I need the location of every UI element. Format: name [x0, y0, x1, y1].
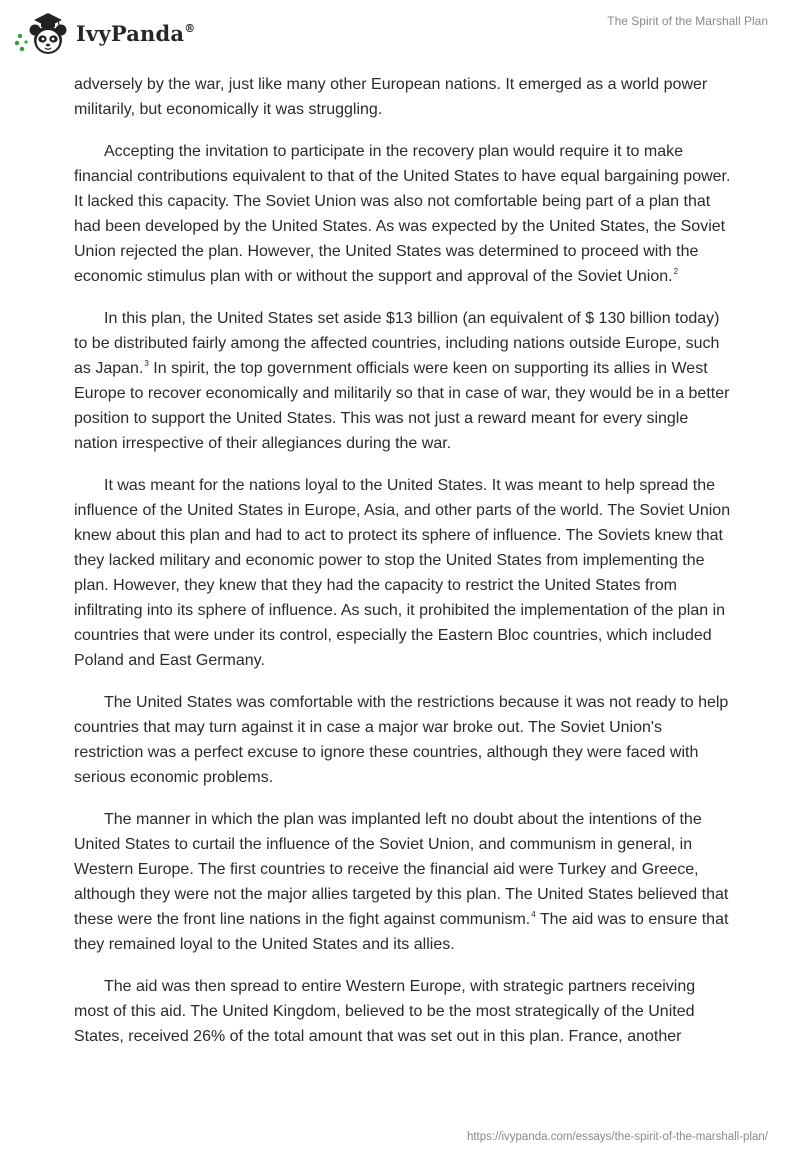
ivypanda-logo[interactable]: [14, 8, 195, 58]
page-header: [0, 0, 800, 70]
paragraph: It was meant for the nations loyal to the United States. It was meant to help spread the influence of the United States in Europe, Asia, and other parts of the world. The Soviet Union knew about this plan and had to act to protect its sphere of influence. The Soviets knew that they lacked military and economic power to stop the United States from implementing the plan. However, they knew that they had the capacity to restrict the United States from infiltrating into its sphere of influence. As such, it prohibited the implementation of the plan in countries that were under its control, especially the Eastern Bloc countries, which included Poland and East Germany.: [74, 477, 731, 669]
essay-body: [74, 72, 734, 1066]
document-title: The Spirit of the Marshall Plan: [607, 14, 768, 28]
brand-name: IvyPanda®: [76, 20, 196, 46]
footnote-ref[interactable]: 3: [144, 359, 149, 368]
panda-graduation-cap-icon: [14, 8, 70, 58]
paragraph: The aid was then spread to entire Western Europe, with strategic partners receiving most of this aid. The United Kingdom, believed to be the most strategically of the United States, received 26% of the total amount that was set out in this plan. France, another: [74, 978, 696, 1045]
paragraph: The manner in which the plan was implanted left no doubt about the intentions of the United States to curtail the influence of the Soviet Union, and communism in general, in Western Europe. The first countries to receive the financial aid were Turkey and Greece, although they were not the major allies targeted by this plan. The United States believed that these were the front line nations in the fight against communism.$^4$ The aid was to ensure that they remained loyal to the United States and its allies.: [74, 811, 729, 953]
source-url[interactable]: https://ivypanda.com/essays/the-spirit-of-the-marshall-plan/: [466, 1131, 768, 1143]
paragraph: In this plan, the United States set aside $13 billion (an equivalent of $ 130 billion today) to be distributed fairly among the affected countries, including nations outside Europe, such as Japan.$^3$ In spirit, the top government officials were keen on supporting its allies in West Europe to recover economically and militarily so that in case of war, they would be in a better position to support the United States. This was not just a reward meant for every single nation irrespective of their allegiances during the war.: [74, 310, 730, 452]
paragraph: adversely by the war, just like many other European nations. It emerged as a world power militarily, but economically it was struggling.: [74, 76, 708, 118]
paragraph: The United States was comfortable with the restrictions because it was not ready to help countries that may turn against it in case a major war broke out. The Soviet Union's restriction was a perfect excuse to ignore these countries, although they were faced with serious economic problems.: [74, 694, 729, 786]
footnote-ref[interactable]: 4: [531, 910, 536, 919]
footnote-ref[interactable]: 2: [673, 267, 679, 276]
paragraph: Accepting the invitation to participate in the recovery plan would require it to make financial contributions equivalent to that of the United States to have equal bargaining power. It lacked this capacity. The Soviet Union was also not comfortable being part of a plan that had been developed by the United States. As was expected by the United States, the Soviet Union rejected the plan. However, the United States was determined to proceed with the economic stimulus plan with or without the support and approval of the Soviet Union.$^2$: [74, 143, 731, 285]
